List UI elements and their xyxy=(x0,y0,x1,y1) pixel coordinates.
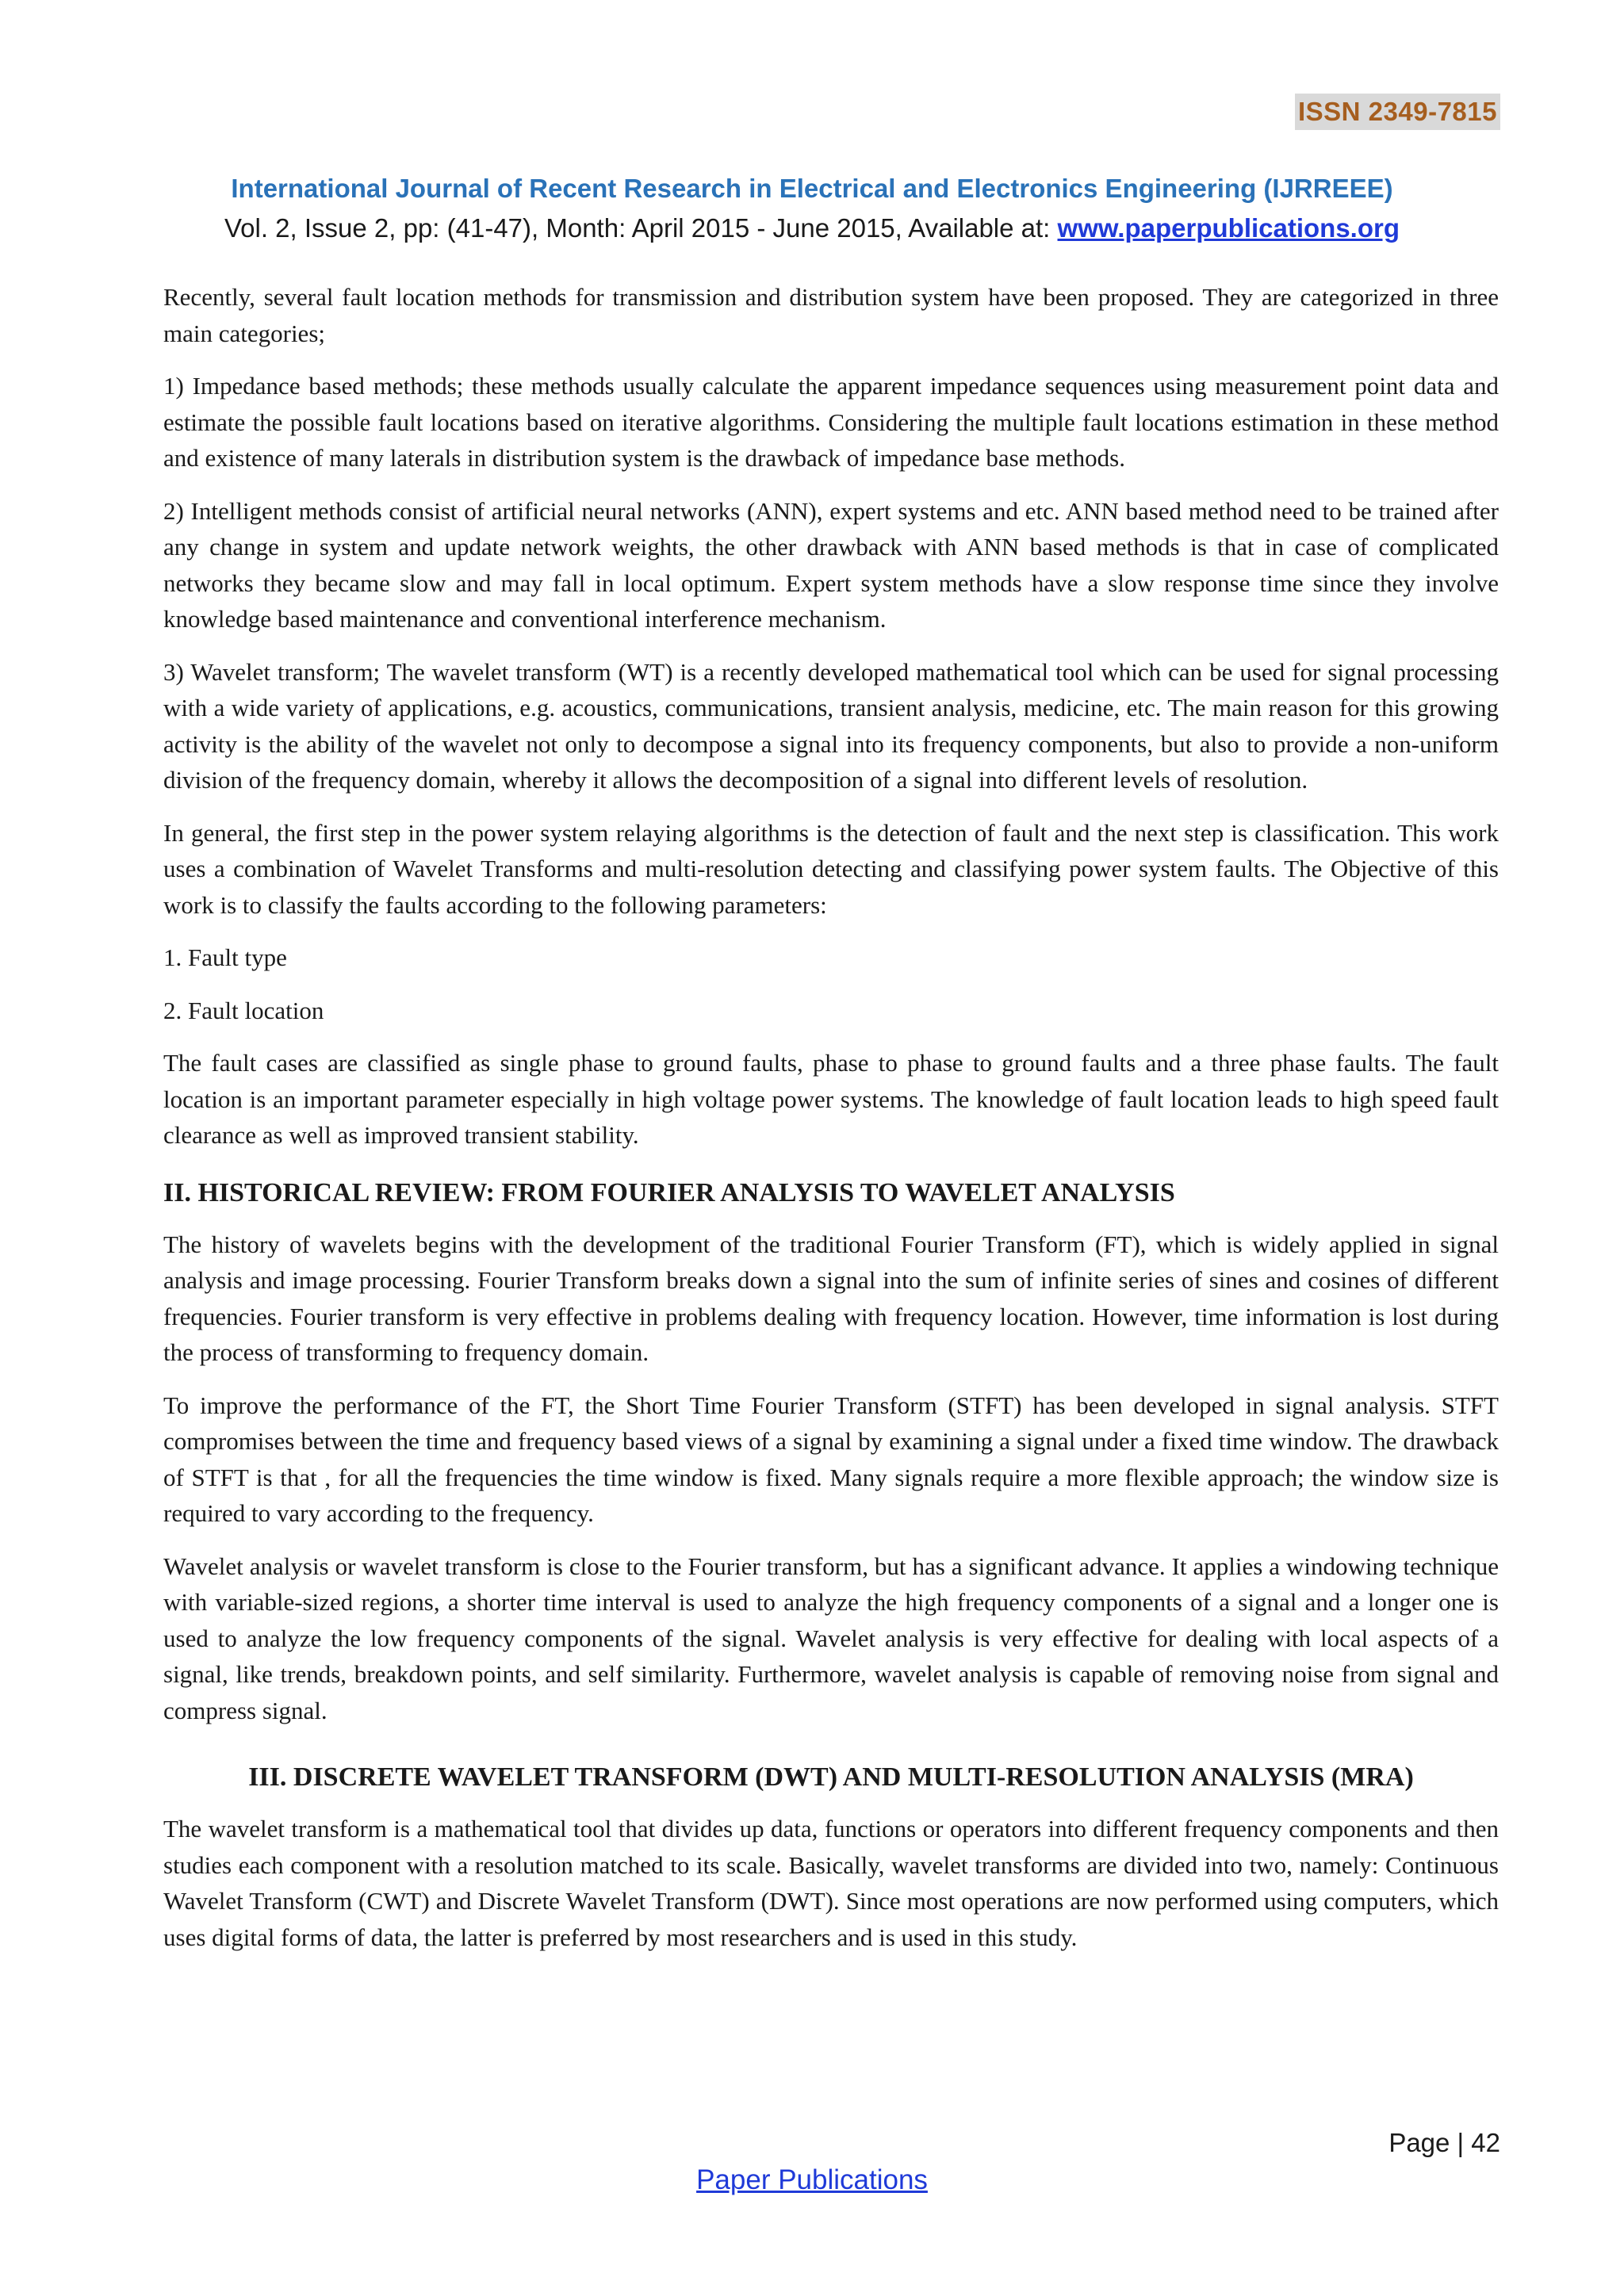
list-item-fault-location: 2. Fault location xyxy=(163,996,324,1024)
journal-title: International Journal of Recent Research in Electrical and Electronics Engineering (IJRREEE) xyxy=(231,174,1393,203)
paragraph-fault-cases: The fault cases are classified as single phase to ground faults, phase to phase to ground faults and a three phase faults. The fault location is an important parameter especially in high voltage power systems. The knowledge of fault location leads to high speed fault clearance as well as improved transient stability. xyxy=(163,1049,1499,1149)
section-heading-historical-review: II. HISTORICAL REVIEW: FROM FOURIER ANALYSIS TO WAVELET ANALYSIS xyxy=(163,1177,1175,1207)
publisher-link[interactable]: Paper Publications xyxy=(696,2164,928,2195)
volume-text: Vol. 2, Issue 2, pp: (41-47), Month: April 2015 - June 2015, Available at: xyxy=(224,213,1058,243)
paragraph-stft: To improve the performance of the FT, the Short Time Fourier Transform (STFT) has been developed in signal analysis. STFT compromises between the time and frequency based views of a signal by examining a signal under a fixed time window. The drawback of STFT is that , for all the frequencies the time window is fixed. Many signals require a more flexible approach; the window size is required to vary according to the frequency. xyxy=(163,1391,1499,1527)
paragraph-general: In general, the first step in the power system relaying algorithms is the detection of fault and the next step is classification. This work uses a combination of Wavelet Transforms and multi-resolution detecting and classifying power system faults. The Objective of this work is to classify the faults according to the following parameters: xyxy=(163,818,1499,919)
journal-header xyxy=(0,170,1624,247)
paragraph-intelligent-methods: 2) Intelligent methods consist of artificial neural networks (ANN), expert systems and etc. ANN based method need to be trained after any change in system and update network weights, the other drawback with ANN based methods is that in case of complicated networks they became slow and may fall in local optimum. Expert system methods have a slow response time since they involve knowledge based maintenance and conventional interference mechanism. xyxy=(163,496,1499,633)
paragraph-history: The history of wavelets begins with the development of the traditional Fourier Transform (FT), which is widely applied in signal analysis and image processing. Fourier Transform breaks down a signal into the sum of infinite series of sines and cosines of different frequencies. Fourier transform is very effective in problems dealing with frequency location. However, time information is lost during the process of transforming to frequency domain. xyxy=(163,1230,1499,1366)
paragraph-wavelet-analysis: Wavelet analysis or wavelet transform is close to the Fourier transform, but has a significant advance. It applies a windowing technique with variable-sized regions, a shorter time interval is used to analyze the high frequency components of a signal and a longer one is used to analyze the low frequency components of the signal. Wavelet analysis is very effective for dealing with local aspects of a signal, like trends, breakdown points, and self similarity. Furthermore, wavelet analysis is capable of removing noise from signal and compress signal. xyxy=(163,1552,1499,1724)
article-body xyxy=(163,279,1499,1972)
website-link[interactable]: www.paperpublications.org xyxy=(1057,213,1400,243)
paragraph-wavelet-transform: 3) Wavelet transform; The wavelet transform (WT) is a recently developed mathematical tool which can be used for signal processing with a wide variety of applications, e.g. acoustics, communications, transient analysis, medicine, etc. The main reason for this growing activity is the ability of the wavelet not only to decompose a signal into its frequency components, but also to provide a non-uniform division of the frequency domain, whereby it allows the decomposition of a signal into different levels of resolution. xyxy=(163,657,1499,794)
paragraph-impedance-methods: 1) Impedance based methods; these methods usually calculate the apparent impedance sequences using measurement point data and estimate the possible fault locations based on iterative algorithms. Considering the multiple fault locations estimation in these method and existence of many laterals in distribution system is the drawback of impedance base methods. xyxy=(163,372,1499,472)
section-heading-dwt-mra: III. DISCRETE WAVELET TRANSFORM (DWT) AND MULTI-RESOLUTION ANALYSIS (MRA) xyxy=(248,1762,1414,1792)
volume-line xyxy=(0,209,1624,247)
issn-label: ISSN 2349-7815 xyxy=(1295,94,1500,130)
paragraph-dwt: The wavelet transform is a mathematical tool that divides up data, functions or operators into different frequency components and then studies each component with a resolution matched to its scale. Basically, wavelet transforms are divided into two, namely: Continuous Wavelet Transform (CWT) and Discrete Wavelet Transform (DWT). Since most operations are now performed using computers, which uses digital forms of data, the latter is preferred by most researchers and is used in this study. xyxy=(163,1815,1499,1951)
paragraph-intro: Recently, several fault location methods for transmission and distribution system have been proposed. They are categorized in three main categories; xyxy=(163,283,1499,347)
list-item-fault-type: 1. Fault type xyxy=(163,943,287,971)
page-number: Page | 42 xyxy=(1388,2128,1500,2157)
